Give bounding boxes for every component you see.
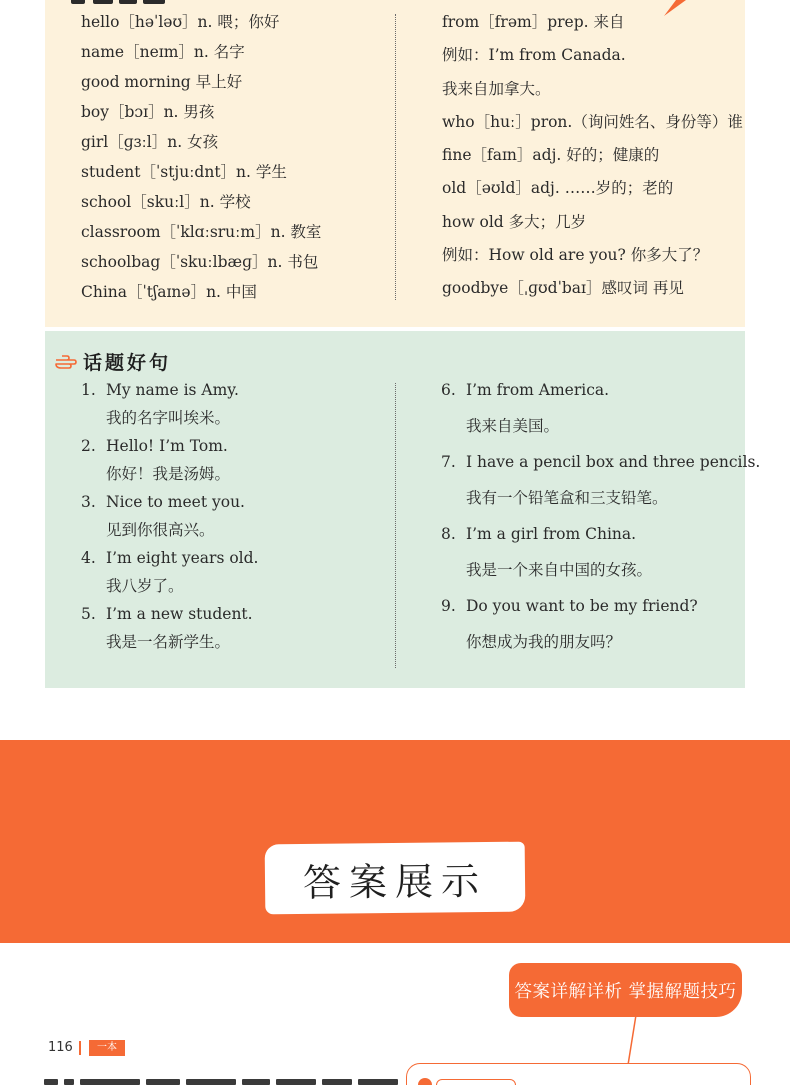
vocabulary-left-column (81, 11, 391, 311)
vocabulary-entry: girl［ɡɜːl］n. 女孩 (81, 133, 219, 151)
vocabulary-right-column (442, 11, 742, 311)
answer-label-pill (436, 1079, 516, 1085)
sentence-number: 1. (81, 381, 96, 399)
banner-title: 答案展示 (302, 858, 488, 905)
sentence-chinese: 我的名字叫埃米。 (106, 409, 231, 427)
vocabulary-entry: hello［həˈləʊ］n. 喂；你好 (81, 13, 280, 31)
sentence-item (441, 451, 761, 523)
sentence-list-right (441, 379, 761, 667)
sentence-english (81, 491, 381, 519)
sentence-item (81, 435, 381, 491)
sentence-number: 7. (441, 453, 456, 471)
sentence-english-text: Nice to meet you. (106, 493, 245, 511)
sentence-english (441, 523, 741, 559)
sentence-english-text: Do you want to be my friend? (466, 597, 698, 615)
sentence-number: 3. (81, 493, 96, 511)
sentence-english (441, 451, 761, 487)
answer-marker-icon (418, 1078, 432, 1085)
vocabulary-entry: student［ˈstjuːdnt］n. 学生 (81, 163, 287, 181)
banner-title-card (265, 842, 526, 915)
column-divider (395, 14, 396, 300)
sentence-chinese: 我来自美国。 (466, 417, 560, 435)
sentence-list-left (81, 379, 381, 659)
vocabulary-entry: classroom［ˈklɑːsruːm］n. 教室 (81, 223, 322, 241)
sentence-english-text: I’m a girl from China. (466, 525, 637, 543)
vocabulary-entry: boy［bɔɪ］n. 男孩 (81, 103, 215, 121)
page-number-separator (79, 1041, 81, 1055)
sentence-english-text: I’m eight years old. (106, 549, 259, 567)
sentence-number: 5. (81, 605, 96, 623)
vocabulary-entry: 例如：How old are you? 你多大了？ (442, 246, 709, 265)
sentence-section-title (55, 348, 171, 375)
vocabulary-entry: school［skuːl］n. 学校 (81, 193, 251, 211)
sentence-chinese: 我是一个来自中国的女孩。 (466, 561, 653, 579)
sentence-number: 2. (81, 437, 96, 455)
vocabulary-entry: schoolbag［ˈskuːlbæɡ］n. 书包 (81, 253, 319, 271)
vocabulary-entry: who［huː］pron.（询问姓名、身份等）谁 (442, 112, 743, 131)
column-divider (395, 383, 396, 668)
sentence-item (441, 379, 741, 451)
sentence-item (441, 595, 741, 667)
sentence-english (441, 595, 741, 631)
vocabulary-entry: from［frəm］prep. 来自 (442, 13, 625, 31)
sentence-english (81, 547, 381, 575)
vocabulary-entry: 例如：I’m from Canada. (442, 46, 626, 65)
cropped-heading (63, 0, 173, 6)
vocabulary-entry: China［ˈtʃaɪnə］n. 中国 (81, 283, 257, 301)
sentence-number: 9. (441, 597, 456, 615)
sentence-number: 6. (441, 381, 456, 399)
sentence-chinese: 你想成为我的朋友吗？ (466, 633, 622, 651)
brand-label: 一本 (89, 1040, 125, 1056)
sentence-panel (45, 331, 761, 688)
sentence-english (81, 435, 381, 463)
sentence-english (81, 603, 381, 631)
sentence-chinese: 你好！我是汤姆。 (106, 465, 231, 483)
sentence-item (81, 379, 381, 435)
sentence-english-text: My name is Amy. (106, 381, 239, 399)
sentence-english-text: I’m from America. (466, 381, 610, 399)
pointing-hand-icon (55, 354, 77, 370)
sentence-item (81, 491, 381, 547)
sentence-english (441, 379, 741, 415)
sentence-item (441, 523, 741, 595)
vocabulary-entry: goodbye［ˌɡʊdˈbaɪ］感叹词 再见 (442, 279, 684, 298)
sentence-chinese: 我有一个铅笔盒和三支铅笔。 (466, 489, 668, 507)
connector-line (626, 1015, 638, 1065)
cropped-text-line (44, 1079, 404, 1085)
vocabulary-panel (45, 0, 745, 327)
vocabulary-entry: good morning 早上好 (81, 73, 243, 91)
sentence-english-text: I’m a new student. (106, 605, 253, 623)
answer-banner (0, 740, 790, 943)
vocabulary-entry: 我来自加拿大。 (442, 79, 551, 98)
answer-tag (509, 963, 742, 1017)
sentence-item (81, 603, 381, 659)
vocabulary-entry: fine［faɪn］adj. 好的；健康的 (442, 146, 660, 165)
arrow-icon (660, 0, 688, 16)
vocabulary-entry: old［əʊld］adj. ……岁的；老的 (442, 179, 674, 198)
sentence-english-text: I have a pencil box and three pencils. (466, 453, 761, 471)
section-title-text: 话题好句 (83, 352, 172, 374)
sentence-chinese: 我是一名新学生。 (106, 633, 231, 651)
sentence-number: 4. (81, 549, 96, 567)
page-number: 116 (48, 1040, 73, 1055)
sentence-chinese: 我八岁了。 (106, 577, 184, 595)
sentence-chinese: 见到你很高兴。 (106, 521, 215, 539)
answer-tag-text: 答案详解详析 掌握解题技巧 (514, 981, 737, 1002)
sentence-english-text: Hello! I’m Tom. (106, 437, 228, 455)
vocabulary-entry: name［neɪm］n. 名字 (81, 43, 245, 61)
sentence-number: 8. (441, 525, 456, 543)
sentence-item (81, 547, 381, 603)
sentence-english (81, 379, 381, 407)
vocabulary-entry: how old 多大；几岁 (442, 212, 587, 231)
